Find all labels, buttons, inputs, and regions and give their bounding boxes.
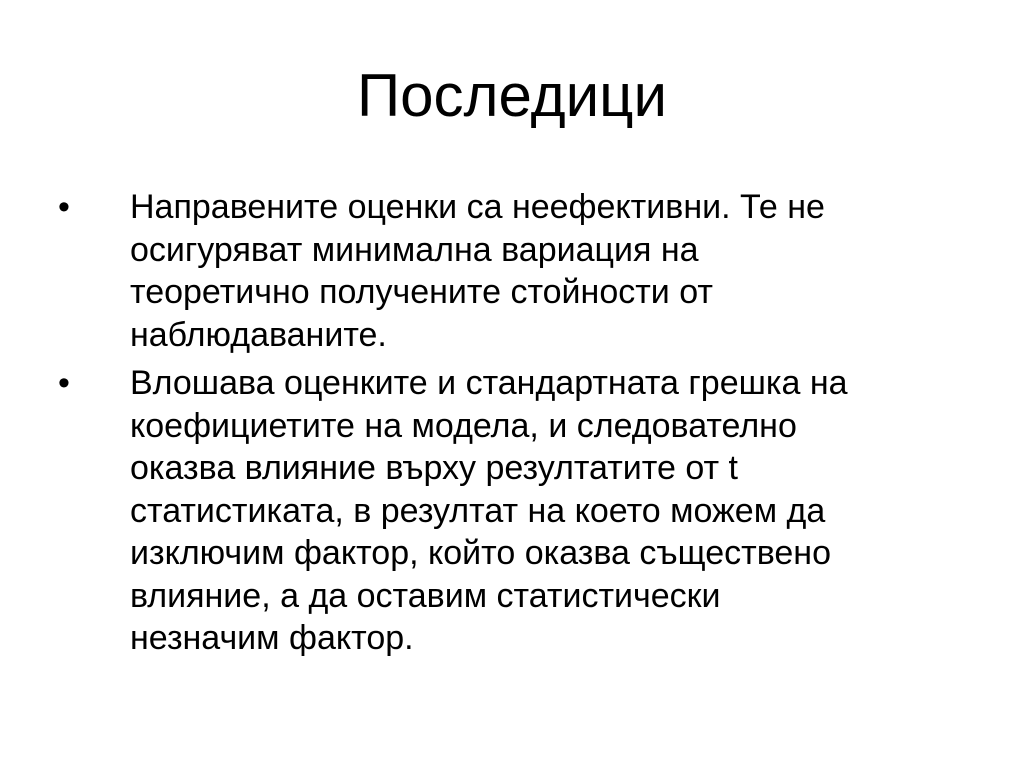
- bullet-text: Влошава оценките и стандартната грешка на коефициетите на модела, и следователно оказва влияние върху резултатите от t статистиката, в резултат на което можем да изключим фактор, който оказва съществено влияние, а да оставим статистически незначим фактор.: [130, 364, 848, 657]
- bullet-item: [54, 186, 994, 356]
- bullet-marker: •: [58, 188, 70, 226]
- bullet-text: Направените оценки са неефективни. Те не осигуряват минимална вариация на теоретично получените стойности от наблюдаваните.: [130, 188, 825, 354]
- slide-title: Последици: [357, 62, 667, 129]
- bullet-list: [54, 186, 994, 666]
- bullet-item: [54, 362, 994, 660]
- bullet-marker: •: [58, 364, 70, 402]
